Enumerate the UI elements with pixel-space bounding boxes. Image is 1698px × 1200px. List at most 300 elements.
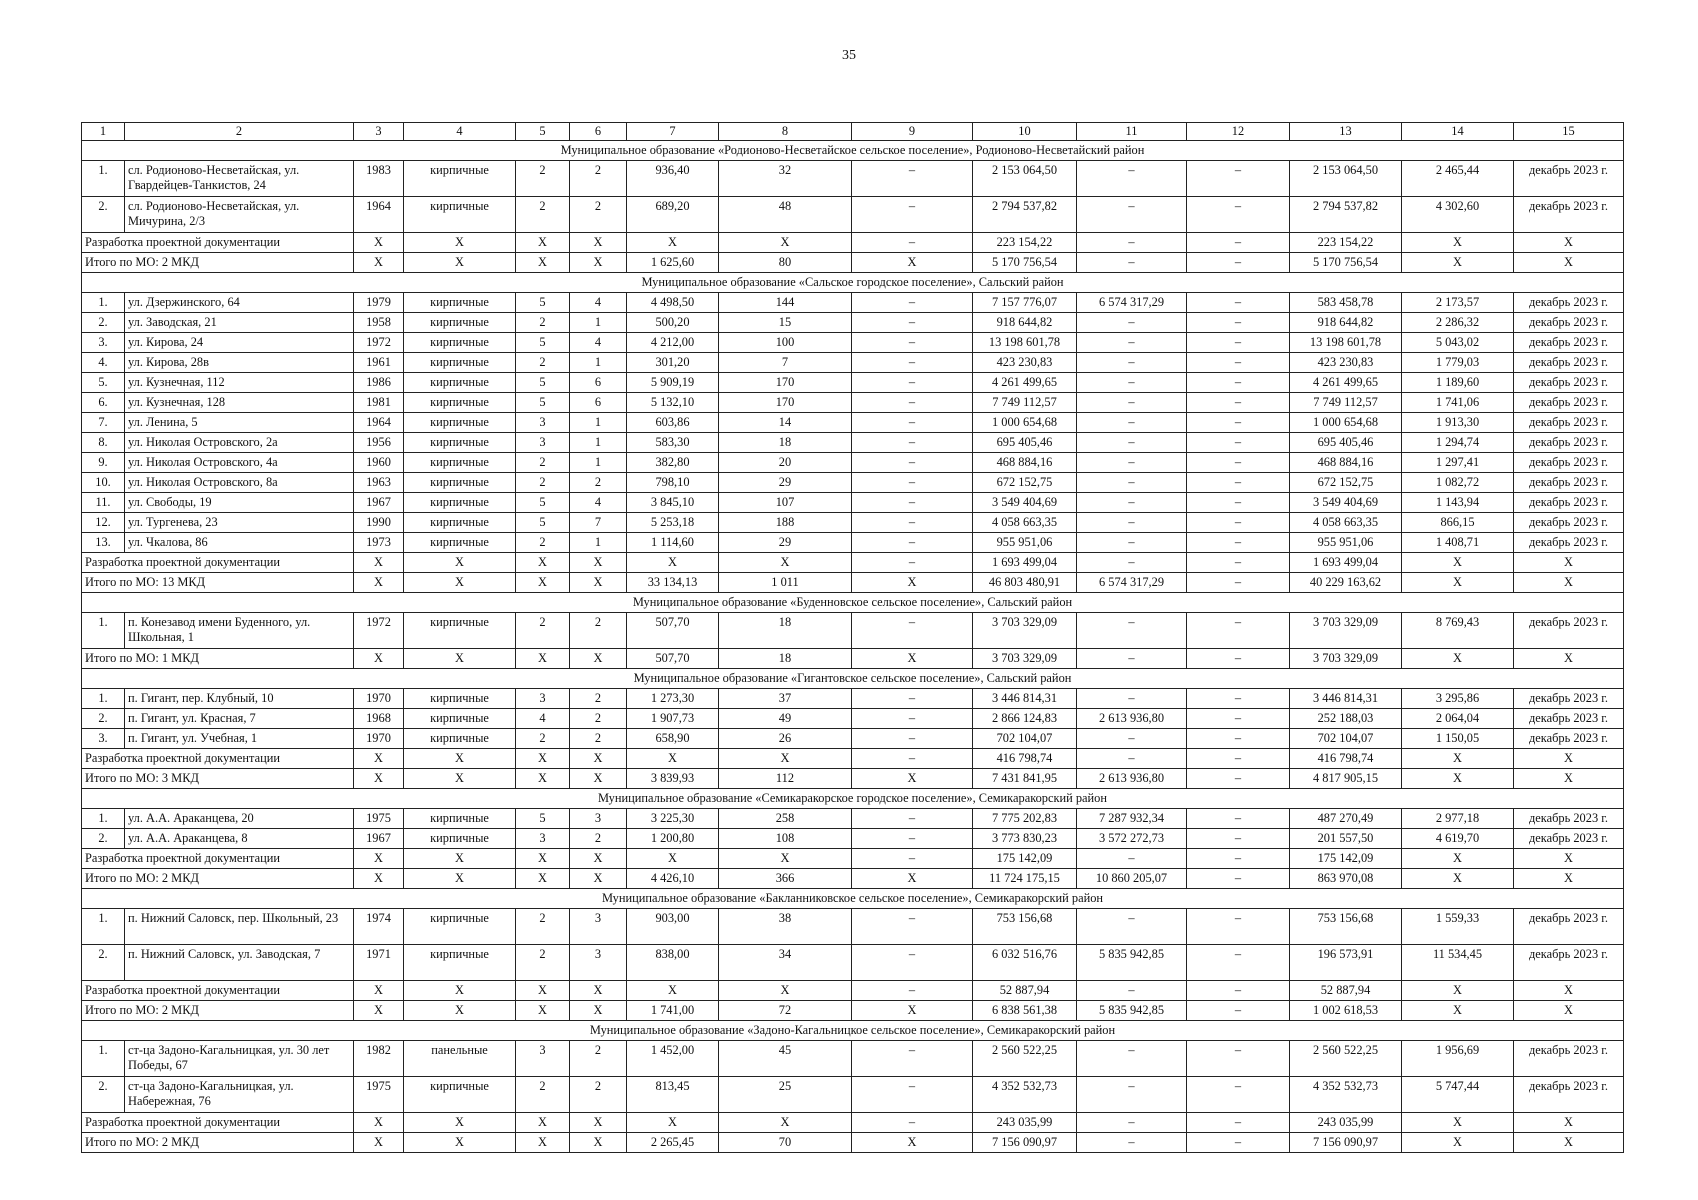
column-header: 5: [516, 123, 570, 141]
table-cell: 2 794 537,82: [973, 197, 1077, 233]
municipality-title: Муниципальное образование «Сальское городское поселение», Сальский район: [82, 273, 1624, 293]
municipality-title: Муниципальное образование «Бакланниковское сельское поселение», Семикаракорский район: [82, 889, 1624, 909]
table-cell: 1990: [354, 513, 404, 533]
table-cell: 4 212,00: [627, 333, 719, 353]
table-cell: кирпичные: [404, 197, 516, 233]
table-cell: декабрь 2023 г.: [1514, 1077, 1624, 1113]
table-cell: –: [1187, 513, 1290, 533]
table-cell: X: [516, 1001, 570, 1021]
address-cell: п. Нижний Саловск, пер. Школьный, 23: [125, 909, 354, 945]
table-cell: 3 839,93: [627, 769, 719, 789]
table-cell: –: [1077, 749, 1187, 769]
table-cell: 955 951,06: [973, 533, 1077, 553]
table-cell: –: [1077, 233, 1187, 253]
table-cell: 3 703 329,09: [1290, 649, 1402, 669]
table-cell: –: [852, 197, 973, 233]
table-cell: 468 884,16: [1290, 453, 1402, 473]
table-cell: X: [1402, 233, 1514, 253]
table-cell: 5 909,19: [627, 373, 719, 393]
table-cell: 3 295,86: [1402, 689, 1514, 709]
table-cell: 2 153 064,50: [1290, 161, 1402, 197]
table-cell: 4: [570, 333, 627, 353]
table-cell: X: [852, 649, 973, 669]
table-cell: X: [1402, 253, 1514, 273]
row-label: Итого по МО: 2 МКД: [82, 869, 354, 889]
table-cell: X: [627, 553, 719, 573]
row-label: Итого по МО: 1 МКД: [82, 649, 354, 669]
table-cell: 3: [570, 945, 627, 981]
address-cell: ул. Кирова, 28в: [125, 353, 354, 373]
table-cell: X: [570, 869, 627, 889]
table-cell: 583,30: [627, 433, 719, 453]
table-cell: 26: [719, 729, 852, 749]
table-cell: 2 560 522,25: [1290, 1041, 1402, 1077]
table-cell: 2: [570, 1077, 627, 1113]
table-cell: –: [1187, 161, 1290, 197]
table-cell: 955 951,06: [1290, 533, 1402, 553]
table-cell: –: [852, 413, 973, 433]
table-cell: X: [404, 253, 516, 273]
table-cell: 1 741,06: [1402, 393, 1514, 413]
table-cell: X: [516, 1113, 570, 1133]
table-cell: 2: [516, 909, 570, 945]
table-cell: X: [354, 869, 404, 889]
table-cell: 2: [516, 945, 570, 981]
table-cell: –: [1077, 161, 1187, 197]
table-cell: 1 452,00: [627, 1041, 719, 1077]
table-cell: –: [1077, 433, 1187, 453]
table-cell: X: [1402, 749, 1514, 769]
table-cell: X: [570, 553, 627, 573]
design-docs-row: [82, 1113, 1624, 1133]
table-cell: X: [570, 749, 627, 769]
table-cell: 2: [516, 197, 570, 233]
table-cell: 4: [570, 493, 627, 513]
table-cell: –: [1077, 393, 1187, 413]
table-cell: X: [852, 1133, 973, 1153]
table-cell: 2: [570, 829, 627, 849]
table-cell: 1986: [354, 373, 404, 393]
table-row: [82, 809, 1624, 829]
table-cell: X: [852, 1001, 973, 1021]
table-cell: –: [1187, 689, 1290, 709]
table-cell: 5 253,18: [627, 513, 719, 533]
address-cell: ул. А.А. Араканцева, 8: [125, 829, 354, 849]
table-cell: 2: [570, 689, 627, 709]
row-number: 11.: [82, 493, 125, 513]
table-cell: –: [1077, 1133, 1187, 1153]
design-docs-row: [82, 981, 1624, 1001]
table-cell: кирпичные: [404, 513, 516, 533]
table-cell: 52 887,94: [1290, 981, 1402, 1001]
municipality-title: Муниципальное образование «Родионово-Несветайское сельское поселение», Родионово-Несветайский район: [82, 141, 1624, 161]
table-cell: 1968: [354, 709, 404, 729]
column-header: 4: [404, 123, 516, 141]
table-cell: X: [404, 1001, 516, 1021]
total-row: [82, 253, 1624, 273]
row-label: Итого по МО: 2 МКД: [82, 1133, 354, 1153]
table-cell: –: [852, 809, 973, 829]
table-cell: кирпичные: [404, 493, 516, 513]
table-cell: X: [570, 573, 627, 593]
table-cell: –: [1187, 453, 1290, 473]
municipality-row: [82, 273, 1624, 293]
table-cell: 3 703 329,09: [1290, 613, 1402, 649]
table-cell: 5 132,10: [627, 393, 719, 413]
table-cell: декабрь 2023 г.: [1514, 473, 1624, 493]
table-cell: декабрь 2023 г.: [1514, 433, 1624, 453]
table-cell: –: [1077, 333, 1187, 353]
table-cell: –: [1187, 1041, 1290, 1077]
table-cell: X: [1402, 1113, 1514, 1133]
table-cell: –: [1077, 849, 1187, 869]
table-cell: 5: [516, 809, 570, 829]
table-cell: 1 189,60: [1402, 373, 1514, 393]
table-cell: X: [1514, 573, 1624, 593]
table-cell: декабрь 2023 г.: [1514, 809, 1624, 829]
table-cell: кирпичные: [404, 373, 516, 393]
table-cell: X: [719, 1113, 852, 1133]
table-cell: 2 265,45: [627, 1133, 719, 1153]
table-cell: –: [1077, 649, 1187, 669]
table-cell: X: [516, 1133, 570, 1153]
table-cell: 7 156 090,97: [1290, 1133, 1402, 1153]
table-cell: X: [354, 553, 404, 573]
table-cell: 18: [719, 649, 852, 669]
table-row: [82, 829, 1624, 849]
table-cell: –: [1077, 493, 1187, 513]
table-cell: 32: [719, 161, 852, 197]
table-cell: 1 408,71: [1402, 533, 1514, 553]
table-cell: 18: [719, 433, 852, 453]
table-cell: кирпичные: [404, 945, 516, 981]
table-cell: 2: [570, 613, 627, 649]
design-docs-row: [82, 553, 1624, 573]
table-cell: 2 465,44: [1402, 161, 1514, 197]
table-cell: 2 794 537,82: [1290, 197, 1402, 233]
table-row: [82, 909, 1624, 945]
table-cell: кирпичные: [404, 393, 516, 413]
table-cell: –: [1187, 393, 1290, 413]
table-cell: –: [1187, 709, 1290, 729]
table-cell: –: [1187, 313, 1290, 333]
table-cell: –: [1187, 293, 1290, 313]
row-number: 7.: [82, 413, 125, 433]
table-row: [82, 373, 1624, 393]
total-row: [82, 573, 1624, 593]
table-cell: –: [1077, 1041, 1187, 1077]
table-cell: 301,20: [627, 353, 719, 373]
table-cell: 5: [516, 393, 570, 413]
table-cell: 258: [719, 809, 852, 829]
municipality-row: [82, 669, 1624, 689]
table-cell: 4 498,50: [627, 293, 719, 313]
table-cell: 1 000 654,68: [1290, 413, 1402, 433]
row-number: 12.: [82, 513, 125, 533]
table-cell: декабрь 2023 г.: [1514, 413, 1624, 433]
table-cell: 2 613 936,80: [1077, 709, 1187, 729]
table-cell: 4 352 532,73: [973, 1077, 1077, 1113]
table-cell: 3 845,10: [627, 493, 719, 513]
table-cell: 188: [719, 513, 852, 533]
table-cell: 3: [516, 433, 570, 453]
table-cell: X: [570, 1113, 627, 1133]
table-cell: 1: [570, 313, 627, 333]
address-cell: ст-ца Задоно-Кагальницкая, ул. Набережная, 76: [125, 1077, 354, 1113]
address-cell: ул. Николая Островского, 8а: [125, 473, 354, 493]
address-cell: ул. Николая Островского, 4а: [125, 453, 354, 473]
table-cell: кирпичные: [404, 161, 516, 197]
municipality-row: [82, 1021, 1624, 1041]
table-cell: 423 230,83: [1290, 353, 1402, 373]
table-cell: 658,90: [627, 729, 719, 749]
table-cell: декабрь 2023 г.: [1514, 945, 1624, 981]
row-label: Итого по МО: 13 МКД: [82, 573, 354, 593]
table-cell: 4 817 905,15: [1290, 769, 1402, 789]
row-label: Итого по МО: 2 МКД: [82, 253, 354, 273]
table-cell: 223 154,22: [1290, 233, 1402, 253]
table-cell: 863 970,08: [1290, 869, 1402, 889]
table-cell: X: [354, 1001, 404, 1021]
table-cell: X: [627, 749, 719, 769]
address-cell: ул. А.А. Араканцева, 20: [125, 809, 354, 829]
municipality-row: [82, 889, 1624, 909]
table-cell: –: [852, 233, 973, 253]
table-cell: 4 426,10: [627, 869, 719, 889]
table-cell: декабрь 2023 г.: [1514, 689, 1624, 709]
table-cell: –: [1187, 473, 1290, 493]
table-cell: 5 043,02: [1402, 333, 1514, 353]
table-cell: X: [1514, 649, 1624, 669]
table-row: [82, 413, 1624, 433]
table-cell: 1971: [354, 945, 404, 981]
table-cell: X: [354, 769, 404, 789]
table-cell: –: [1077, 453, 1187, 473]
row-number: 2.: [82, 709, 125, 729]
table-cell: –: [852, 393, 973, 413]
table-cell: X: [354, 573, 404, 593]
table-cell: 34: [719, 945, 852, 981]
row-number: 2.: [82, 945, 125, 981]
table-cell: –: [852, 945, 973, 981]
table-cell: декабрь 2023 г.: [1514, 493, 1624, 513]
table-cell: 2: [516, 473, 570, 493]
table-cell: –: [1077, 373, 1187, 393]
table-cell: –: [852, 313, 973, 333]
row-number: 1.: [82, 809, 125, 829]
table-cell: X: [516, 573, 570, 593]
table-cell: 2: [516, 313, 570, 333]
table-cell: 2: [570, 161, 627, 197]
table-cell: 2 613 936,80: [1077, 769, 1187, 789]
table-cell: 1 000 654,68: [973, 413, 1077, 433]
address-cell: ул. Кузнечная, 112: [125, 373, 354, 393]
table-cell: X: [516, 233, 570, 253]
table-cell: кирпичные: [404, 293, 516, 313]
table-cell: X: [354, 233, 404, 253]
table-cell: 252 188,03: [1290, 709, 1402, 729]
table-cell: 1 143,94: [1402, 493, 1514, 513]
table-cell: декабрь 2023 г.: [1514, 1041, 1624, 1077]
table-cell: –: [1077, 533, 1187, 553]
table-cell: –: [852, 161, 973, 197]
table-cell: кирпичные: [404, 909, 516, 945]
row-number: 2.: [82, 829, 125, 849]
table-row: [82, 453, 1624, 473]
table-cell: –: [1077, 909, 1187, 945]
table-row: [82, 689, 1624, 709]
table-cell: –: [852, 981, 973, 1001]
total-row: [82, 869, 1624, 889]
column-header: 11: [1077, 123, 1187, 141]
table-cell: 672 152,75: [1290, 473, 1402, 493]
table-cell: 1973: [354, 533, 404, 553]
table-row: [82, 313, 1624, 333]
table-cell: 4 619,70: [1402, 829, 1514, 849]
table-cell: X: [627, 849, 719, 869]
table-cell: –: [852, 353, 973, 373]
table-cell: X: [1402, 869, 1514, 889]
table-cell: 753 156,68: [973, 909, 1077, 945]
table-cell: –: [1187, 413, 1290, 433]
table-cell: –: [852, 473, 973, 493]
table-cell: кирпичные: [404, 413, 516, 433]
table-cell: 5: [516, 333, 570, 353]
table-cell: 487 270,49: [1290, 809, 1402, 829]
table-cell: 382,80: [627, 453, 719, 473]
table-cell: 1 907,73: [627, 709, 719, 729]
municipality-row: [82, 141, 1624, 161]
row-number: 1.: [82, 293, 125, 313]
table-cell: X: [1402, 1001, 1514, 1021]
table-cell: 196 573,91: [1290, 945, 1402, 981]
table-row: [82, 613, 1624, 649]
table-cell: кирпичные: [404, 313, 516, 333]
column-header: 15: [1514, 123, 1624, 141]
table-row: [82, 293, 1624, 313]
table-cell: 7: [570, 513, 627, 533]
table-cell: 4 352 532,73: [1290, 1077, 1402, 1113]
table-row: [82, 945, 1624, 981]
table-cell: 695 405,46: [1290, 433, 1402, 453]
table-cell: 4 302,60: [1402, 197, 1514, 233]
table-cell: –: [1187, 553, 1290, 573]
table-cell: 866,15: [1402, 513, 1514, 533]
table-cell: X: [404, 869, 516, 889]
table-cell: 1 200,80: [627, 829, 719, 849]
table-cell: –: [852, 729, 973, 749]
table-cell: 33 134,13: [627, 573, 719, 593]
table-cell: 1958: [354, 313, 404, 333]
table-cell: 5: [516, 293, 570, 313]
table-cell: –: [1077, 353, 1187, 373]
row-label: Разработка проектной документации: [82, 553, 354, 573]
table-cell: 1 002 618,53: [1290, 1001, 1402, 1021]
table-cell: X: [404, 573, 516, 593]
table-cell: 45: [719, 1041, 852, 1077]
table-cell: 838,00: [627, 945, 719, 981]
table-cell: X: [1402, 573, 1514, 593]
row-number: 8.: [82, 433, 125, 453]
row-label: Разработка проектной документации: [82, 1113, 354, 1133]
table-cell: 1 779,03: [1402, 353, 1514, 373]
table-cell: X: [1514, 981, 1624, 1001]
table-cell: 1964: [354, 413, 404, 433]
address-cell: сл. Родионово-Несветайская, ул. Мичурина, 2/3: [125, 197, 354, 233]
table-cell: –: [1187, 869, 1290, 889]
table-cell: кирпичные: [404, 613, 516, 649]
table-cell: 243 035,99: [1290, 1113, 1402, 1133]
table-cell: –: [1187, 981, 1290, 1001]
table-cell: X: [719, 849, 852, 869]
page-number: 35: [842, 48, 856, 63]
table-cell: 753 156,68: [1290, 909, 1402, 945]
table-cell: 1: [570, 533, 627, 553]
table-row: [82, 533, 1624, 553]
table-cell: 2 560 522,25: [973, 1041, 1077, 1077]
table-cell: 1 150,05: [1402, 729, 1514, 749]
table-cell: 38: [719, 909, 852, 945]
table-cell: 170: [719, 393, 852, 413]
table-cell: X: [404, 553, 516, 573]
table-cell: 112: [719, 769, 852, 789]
table-cell: X: [1402, 769, 1514, 789]
table-cell: 25: [719, 1077, 852, 1113]
row-label: Разработка проектной документации: [82, 849, 354, 869]
table-row: [82, 333, 1624, 353]
table-cell: X: [354, 749, 404, 769]
table-cell: 3 703 329,09: [973, 649, 1077, 669]
table-cell: –: [1077, 413, 1187, 433]
table-cell: кирпичные: [404, 533, 516, 553]
table-row: [82, 197, 1624, 233]
table-cell: X: [1402, 849, 1514, 869]
table-cell: 3 773 830,23: [973, 829, 1077, 849]
table-cell: X: [1514, 1001, 1624, 1021]
table-cell: X: [570, 1133, 627, 1153]
table-cell: X: [627, 981, 719, 1001]
header-row: [82, 123, 1624, 141]
table-cell: 1967: [354, 829, 404, 849]
table-cell: 6: [570, 393, 627, 413]
table-cell: 2: [516, 1077, 570, 1113]
table-cell: –: [1187, 197, 1290, 233]
table-cell: X: [852, 869, 973, 889]
table-cell: 1 741,00: [627, 1001, 719, 1021]
table-cell: декабрь 2023 г.: [1514, 513, 1624, 533]
address-cell: ул. Кузнечная, 128: [125, 393, 354, 413]
table-cell: 2: [516, 453, 570, 473]
row-label: Итого по МО: 3 МКД: [82, 769, 354, 789]
table-cell: 423 230,83: [973, 353, 1077, 373]
table-cell: 702 104,07: [1290, 729, 1402, 749]
table-cell: X: [516, 869, 570, 889]
address-cell: ул. Николая Островского, 2а: [125, 433, 354, 453]
table-cell: 1 956,69: [1402, 1041, 1514, 1077]
table-cell: 49: [719, 709, 852, 729]
row-number: 2.: [82, 197, 125, 233]
table-cell: –: [1187, 333, 1290, 353]
table-cell: декабрь 2023 г.: [1514, 533, 1624, 553]
table-cell: декабрь 2023 г.: [1514, 373, 1624, 393]
table-cell: 416 798,74: [1290, 749, 1402, 769]
table-cell: X: [404, 233, 516, 253]
table-cell: 1 011: [719, 573, 852, 593]
table-cell: 2 866 124,83: [973, 709, 1077, 729]
table-cell: –: [852, 553, 973, 573]
table-cell: 3 446 814,31: [1290, 689, 1402, 709]
design-docs-row: [82, 233, 1624, 253]
